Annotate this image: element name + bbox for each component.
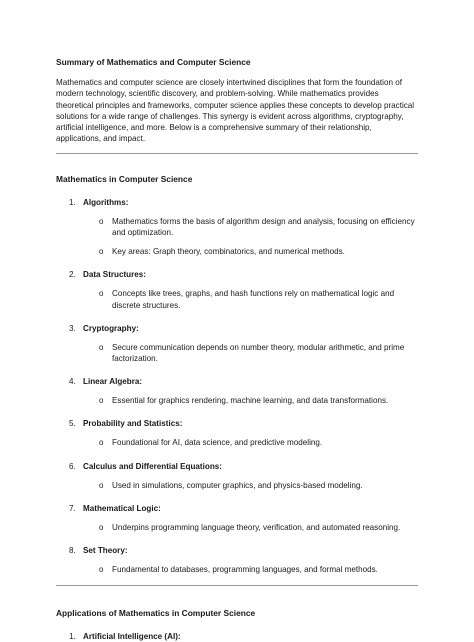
intro-paragraph: Mathematics and computer science are closely intertwined disciplines that form the foundation of modern technology, scientific discovery, and problem-solving. While mathematics provides theoretical principles and frameworks, computer science applies these concepts to develop practical solutions for a wide range of challenges. This synergy is evident across algorithms, cryptography, artificial intelligence, and more. Below is a comprehensive summary of their relationship, applications, and impact. [56, 78, 415, 144]
sub-list-text: Essential for graphics rendering, machine learning, and data transformations. [112, 396, 389, 406]
list-item-number: 4. [69, 377, 76, 387]
sub-list-item [56, 342, 418, 364]
sub-list-item [56, 246, 418, 257]
list-item-number: 7. [69, 503, 76, 513]
section-title-applications: Applications of Mathematics in Computer Science [56, 608, 256, 619]
list-item [56, 503, 418, 533]
section-title-math-in-cs: Mathematics in Computer Science [56, 173, 193, 184]
list-item-heading [56, 461, 418, 472]
sub-list [56, 216, 418, 258]
numbered-list [56, 631, 418, 642]
list-item [56, 269, 418, 310]
bullet-icon: o [99, 289, 104, 299]
list-item-label: Set Theory: [83, 546, 128, 556]
sub-list-text: Mathematics forms the basis of algorithm design and analysis, focusing on efficiency and optimization. [112, 216, 415, 237]
list-item-label: Data Structures: [83, 270, 146, 280]
sub-list [56, 288, 418, 310]
list-item-heading [56, 631, 418, 642]
horizontal-divider [56, 153, 418, 154]
list-item [56, 545, 418, 575]
sub-list-text: Fundamental to databases, programming languages, and formal methods. [112, 565, 378, 575]
list-item [56, 461, 418, 491]
list-item-number: 1. [69, 197, 76, 207]
list-item [56, 376, 418, 406]
list-item-label: Linear Algebra: [83, 377, 143, 387]
list-item [56, 197, 418, 258]
sub-list [56, 564, 418, 575]
bullet-icon: o [99, 480, 104, 490]
sub-list-item [56, 216, 418, 238]
list-item-number: 6. [69, 461, 76, 471]
sub-list [56, 437, 418, 448]
list-item-number: 1. [69, 632, 76, 642]
bullet-icon: o [99, 565, 104, 575]
list-item-heading [56, 376, 418, 387]
list-item-label: Cryptography: [83, 323, 139, 333]
sub-list-item [56, 437, 418, 448]
list-item-number: 3. [69, 323, 76, 333]
list-item-number: 2. [69, 270, 76, 280]
list-item-heading [56, 503, 418, 514]
sub-list-item [56, 564, 418, 575]
list-item-label: Artificial Intelligence (AI): [83, 632, 181, 642]
document-title: Summary of Mathematics and Computer Science [56, 57, 251, 67]
list-item-heading [56, 269, 418, 280]
sub-list-item [56, 522, 418, 533]
list-item-label: Probability and Statistics: [83, 419, 183, 429]
list-item-heading [56, 197, 418, 208]
bullet-icon: o [99, 396, 104, 406]
sub-list-item [56, 288, 418, 310]
bullet-icon: o [99, 216, 104, 226]
sub-list-text: Underpins programming language theory, verification, and automated reasoning. [112, 522, 401, 532]
bullet-icon: o [99, 438, 104, 448]
list-item-heading [56, 418, 418, 429]
sub-list [56, 480, 418, 491]
sub-list-text: Key areas: Graph theory, combinatorics, and numerical methods. [112, 247, 345, 257]
list-item-number: 5. [69, 419, 76, 429]
sub-list [56, 522, 418, 533]
bullet-icon: o [99, 342, 104, 352]
list-item-label: Calculus and Differential Equations: [83, 461, 222, 471]
sub-list [56, 395, 418, 406]
sub-list-item [56, 395, 418, 406]
sub-list-text: Concepts like trees, graphs, and hash functions rely on mathematical logic and discrete structures. [112, 289, 395, 310]
sub-list [56, 342, 418, 364]
horizontal-divider [56, 585, 418, 586]
list-item-heading [56, 545, 418, 556]
sub-list-text: Secure communication depends on number theory, modular arithmetic, and prime factorization. [112, 342, 405, 363]
list-item-number: 8. [69, 546, 76, 556]
sub-list-item [56, 480, 418, 491]
numbered-list [56, 197, 418, 575]
bullet-icon: o [99, 247, 104, 257]
bullet-icon: o [99, 522, 104, 532]
list-item-label: Mathematical Logic: [83, 503, 161, 513]
list-item [56, 418, 418, 448]
list-item [56, 631, 418, 642]
list-item-label: Algorithms: [83, 197, 129, 207]
sub-list-text: Used in simulations, computer graphics, and physics-based modeling. [112, 480, 363, 490]
list-item-heading [56, 323, 418, 334]
document-content [56, 57, 418, 642]
list-item [56, 323, 418, 364]
sub-list-text: Foundational for AI, data science, and predictive modeling. [112, 438, 323, 448]
